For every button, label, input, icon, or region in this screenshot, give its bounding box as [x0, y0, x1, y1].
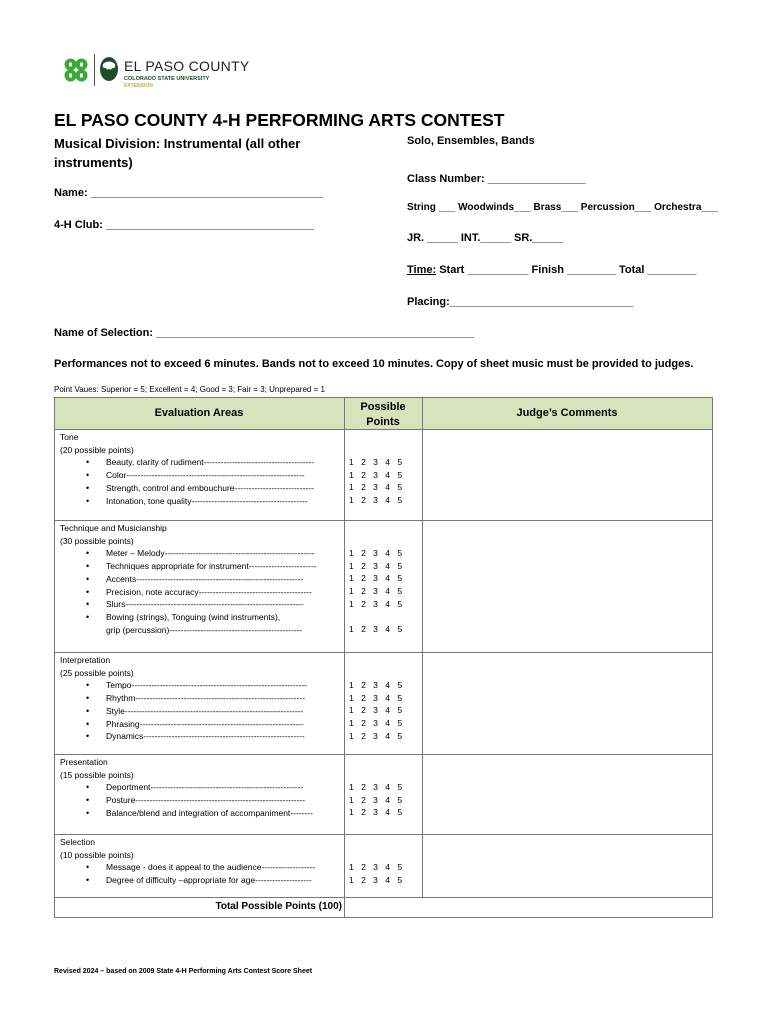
section-points: (10 possible points): [60, 849, 134, 860]
selection-name-field[interactable]: Name of Selection: ____________________________________________________: [54, 327, 475, 339]
time-label: Time:: [407, 264, 437, 276]
page-title: EL PASO COUNTY 4-H PERFORMING ARTS CONTEST: [54, 110, 505, 130]
score-scale: 1 2 3 4 5: [349, 482, 403, 493]
revision-footer: Revised 2024 – based on 2009 State 4-H Performing Arts Contest Score Sheet: [54, 968, 313, 975]
criterion-item: • Color---------------------------------------------------------------: [60, 469, 314, 482]
name-field[interactable]: Name: ______________________________________: [54, 187, 324, 199]
criterion-item: • Slurs---------------------------------------------------------------: [60, 598, 317, 611]
section-points: (25 possible points): [60, 667, 134, 678]
technique-scores[interactable]: [349, 547, 402, 636]
score-scale: 1 2 3 4 5: [349, 705, 403, 716]
criterion-item: • Meter – Melody-----------------------------------------------------: [60, 547, 317, 560]
logo-divider: [94, 54, 95, 86]
level-field[interactable]: JR. _____ INT._____ SR._____: [407, 232, 563, 244]
criterion-item: • Rhythm------------------------------------------------------------: [60, 692, 307, 705]
criterion-item: • Techniques appropriate for instrument------------------------: [60, 560, 317, 573]
criterion-item: • Intonation, tone quality-----------------------------------------: [60, 495, 314, 508]
criterion-item: • Posture------------------------------------------------------------: [60, 794, 313, 807]
score-scale: 1 2 3 4 5: [349, 874, 403, 885]
score-scale: 1 2 3 4 5: [349, 807, 403, 818]
score-scale: 1 2 3 4 5: [349, 680, 403, 690]
criterion-item: • Bowing (strings), Tonguing (wind instruments), grip (percussion)-----------------------------------------------: [60, 611, 317, 636]
criterion-item: • Phrasing----------------------------------------------------------: [60, 718, 307, 731]
score-scale: 1 2 3 4 5: [349, 573, 403, 584]
score-scale: 1 2 3 4 5: [349, 495, 403, 506]
time-blanks: Start __________ Finish ________ Total ________: [436, 264, 697, 276]
col-possible-points: Possible Points: [360, 401, 406, 428]
interpretation-scores[interactable]: [349, 679, 402, 743]
section-title: Presentation: [60, 757, 108, 767]
section-title: Selection: [60, 837, 95, 847]
section-points: (20 possible points): [60, 444, 134, 455]
section-presentation: [60, 756, 313, 820]
section-tone: [60, 431, 314, 507]
class-number-field[interactable]: Class Number: ________________: [407, 173, 586, 185]
section-technique: [60, 522, 317, 636]
score-scale: 1 2 3 4 5: [349, 718, 403, 729]
score-scale: 1 2 3 4 5: [349, 457, 403, 467]
criterion-item: • Style---------------------------------------------------------------: [60, 705, 307, 718]
total-points-label: Total Possible Points (100): [215, 901, 342, 912]
county-name: EL PASO COUNTY: [124, 58, 250, 74]
section-points: (15 possible points): [60, 769, 134, 780]
criterion-item: • Strength, control and embouchure----------------------------: [60, 482, 314, 495]
csu-ram-icon: [99, 56, 119, 82]
col-evaluation-areas: Evaluation Areas: [154, 407, 244, 419]
section-title: Technique and Musicianship: [60, 523, 167, 533]
criterion-item: • Message - does it appeal to the audience-------------------: [60, 861, 315, 874]
4h-clover-logo: [62, 56, 90, 84]
section-selection: [60, 836, 315, 887]
presentation-scores[interactable]: [349, 781, 402, 819]
section-title: Tone: [60, 432, 79, 442]
score-scale: 1 2 3 4 5: [349, 598, 403, 609]
score-scale: 1 2 3 4 5: [349, 469, 403, 480]
time-limit-notice: Performances not to exceed 6 minutes. Bands not to exceed 10 minutes. Copy of sheet music must be provided to judges.: [54, 358, 694, 370]
university-name: COLORADO STATE UNIVERSITY: [124, 76, 210, 82]
club-field[interactable]: 4-H Club: __________________________________: [54, 219, 314, 231]
score-scale: 1 2 3 4 5: [349, 548, 403, 558]
instrument-type-field[interactable]: String ___ Woodwinds___ Brass___ Percussion___ Orchestra___: [407, 202, 719, 213]
evaluation-table: [54, 397, 713, 918]
point-values-legend: Point Vaues: Superior = 5; Excellent = 4; Good = 3; Fair = 3; Unprepared = 1: [54, 385, 325, 394]
criterion-item: • Balance/blend and integration of accompaniment--------: [60, 807, 313, 820]
criterion-item: • Accents-----------------------------------------------------------: [60, 573, 317, 586]
placing-field[interactable]: Placing:______________________________: [407, 296, 634, 308]
criterion-item: • Precision, note accuracy----------------------------------------: [60, 586, 317, 599]
section-title: Interpretation: [60, 655, 111, 665]
score-scale: 1 2 3 4 5: [349, 624, 403, 635]
criterion-item: • Deportment------------------------------------------------------: [60, 781, 313, 794]
division-label: Musical Division: Instrumental (all other instruments): [54, 136, 301, 170]
score-scale: 1 2 3 4 5: [349, 782, 403, 792]
criterion-item: • Degree of difficulty –appropriate for age--------------------: [60, 874, 315, 887]
score-scale: 1 2 3 4 5: [349, 730, 403, 741]
col-judges-comments: Judge’s Comments: [516, 407, 618, 419]
categories-label: Solo, Ensembles, Bands: [407, 135, 535, 147]
extension-name: EXTENSION: [124, 83, 153, 89]
criterion-item: • Beauty, clarity of rudiment---------------------------------------: [60, 456, 314, 469]
selection-scores[interactable]: [349, 861, 402, 886]
score-scale: 1 2 3 4 5: [349, 692, 403, 703]
criterion-item: • Tempo--------------------------------------------------------------: [60, 679, 307, 692]
score-scale: 1 2 3 4 5: [349, 560, 403, 571]
section-points: (30 possible points): [60, 535, 134, 546]
time-field[interactable]: [407, 264, 696, 276]
criterion-item: • Dynamics---------------------------------------------------------: [60, 730, 307, 743]
section-interpretation: [60, 654, 307, 743]
score-scale: 1 2 3 4 5: [349, 862, 403, 872]
score-scale: 1 2 3 4 5: [349, 794, 403, 805]
score-scale: 1 2 3 4 5: [349, 586, 403, 597]
tone-scores[interactable]: [349, 456, 402, 507]
